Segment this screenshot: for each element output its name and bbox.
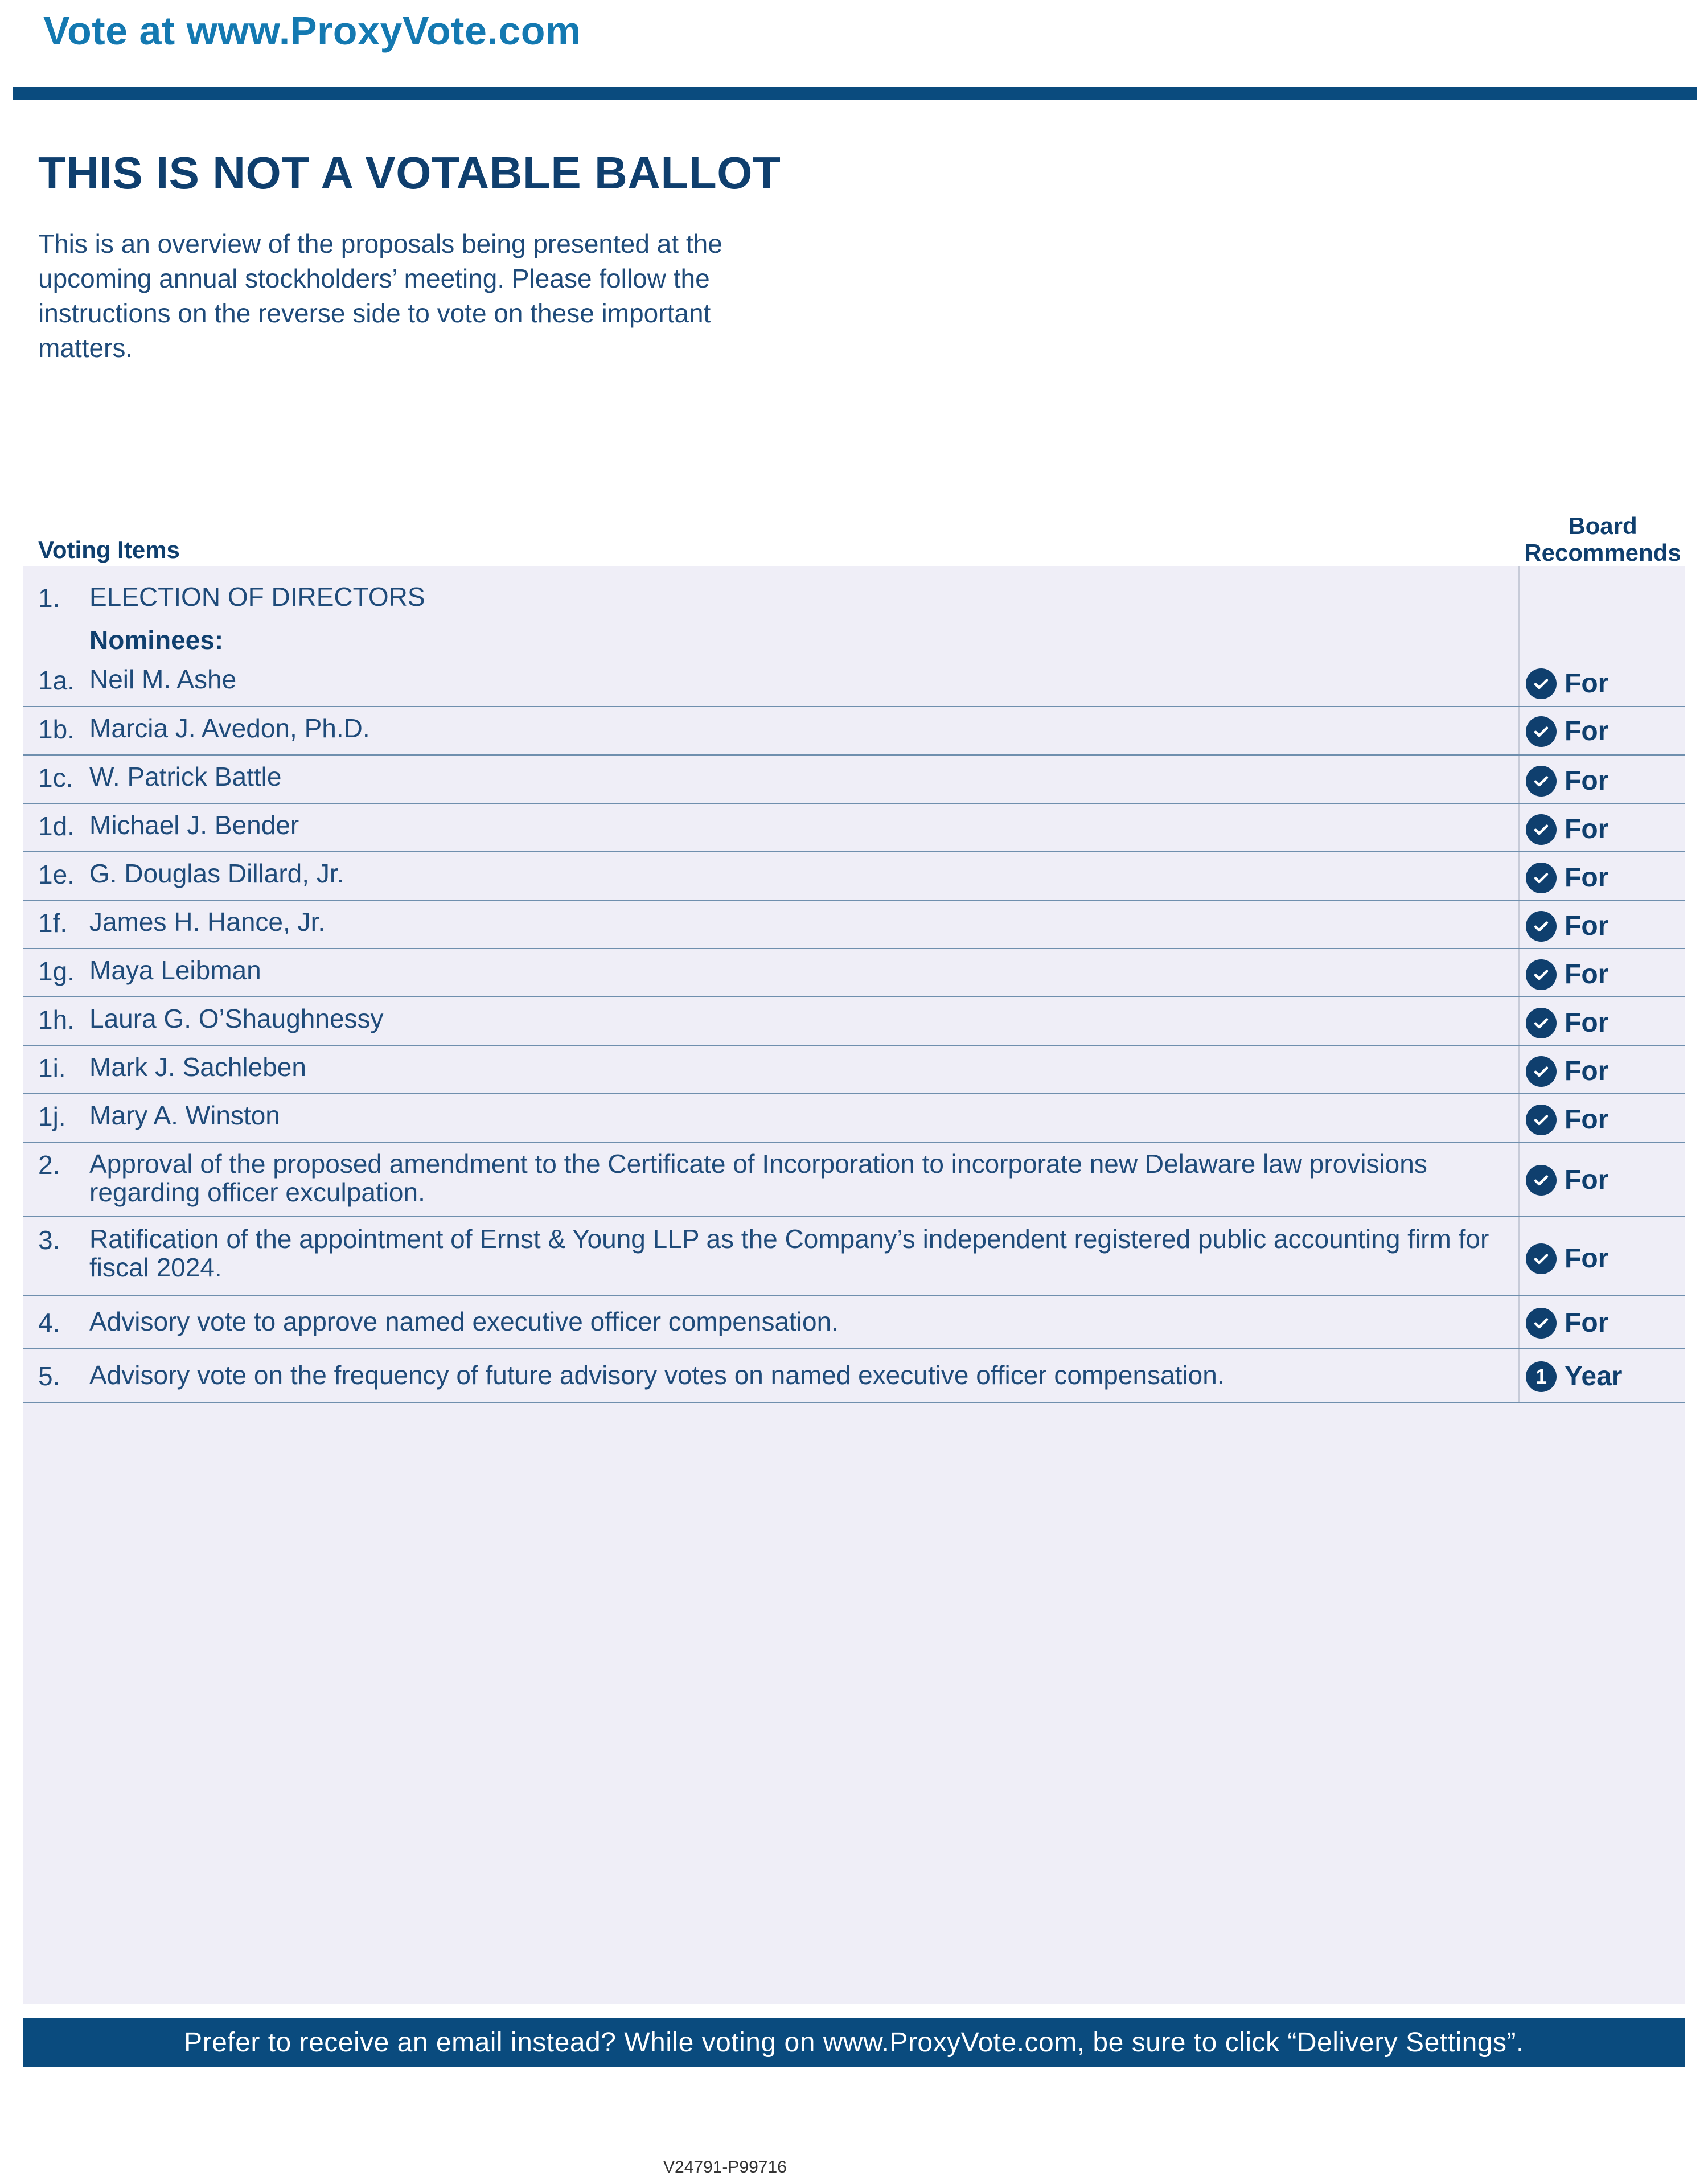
recommendation-label: For — [1565, 668, 1609, 699]
row-text: Advisory vote on the frequency of future advisory votes on named executive officer compensation. — [89, 1360, 1225, 1390]
check-circle-icon — [1526, 1008, 1557, 1038]
row-text: Approval of the proposed amendment to the Certificate of Incorporation to incorporate new Delaware law provisions regarding officer exculpation. — [89, 1149, 1427, 1207]
number-one-circle-icon — [1526, 1361, 1557, 1392]
section-label: ELECTION OF DIRECTORS — [89, 582, 425, 611]
intro-text: This is an overview of the proposals being presented at the upcoming annual stockholders’ meeting. Please follow the instructions on the reverse side to vote on these important matters. — [38, 229, 722, 363]
recommendation — [1526, 862, 1697, 893]
row-text: Advisory vote to approve named executive officer compensation. — [89, 1307, 839, 1336]
row-number: 3. — [38, 1225, 60, 1255]
recommendation — [1526, 910, 1697, 942]
row-number: 1f. — [38, 908, 68, 938]
row-number: 1b. — [38, 715, 75, 744]
check-circle-icon — [1526, 863, 1557, 893]
table-row — [23, 1046, 1685, 1094]
recommendation — [1526, 1307, 1697, 1339]
header-title: Vote at www.ProxyVote.com — [43, 9, 581, 53]
row-text: Maya Leibman — [89, 955, 261, 985]
recommendation-label: For — [1565, 814, 1609, 844]
table-row — [23, 707, 1685, 756]
row-text: Marcia J. Avedon, Ph.D. — [89, 713, 370, 743]
table-row — [23, 1217, 1685, 1296]
nominees-label: Nominees: — [89, 625, 224, 655]
table-row — [23, 1143, 1685, 1217]
check-circle-icon — [1526, 814, 1557, 845]
page-title: THIS IS NOT A VOTABLE BALLOT — [38, 147, 781, 198]
row-number: 1g. — [38, 956, 75, 986]
table-row — [23, 997, 1685, 1046]
table-row — [23, 804, 1685, 852]
recommendation-label: For — [1565, 1308, 1609, 1338]
recommendation — [1526, 1104, 1697, 1135]
row-number: 2. — [38, 1150, 60, 1180]
recommendation-label: For — [1565, 1105, 1609, 1135]
row-text: W. Patrick Battle — [89, 762, 282, 791]
recommendation-label: For — [1565, 1008, 1609, 1038]
recommendation-label: For — [1565, 911, 1609, 941]
check-circle-icon — [1526, 911, 1557, 942]
table-row — [23, 1296, 1685, 1349]
frequency-number: 1 — [1535, 1364, 1547, 1388]
section-number: 1. — [38, 583, 60, 613]
row-number: 1e. — [38, 860, 75, 889]
recommendation — [1526, 1164, 1697, 1196]
recommendation-label: For — [1565, 959, 1609, 990]
row-number: 4. — [38, 1308, 60, 1337]
row-text: Mary A. Winston — [89, 1101, 280, 1130]
recommendation — [1526, 814, 1697, 845]
row-number: 1c. — [38, 763, 73, 793]
row-number: 5. — [38, 1361, 60, 1391]
recommendation-label: Year — [1565, 1361, 1623, 1391]
delivery-settings-banner: Prefer to receive an email instead? While voting on www.ProxyVote.com, be sure to click “Delivery Settings”. — [23, 2018, 1685, 2067]
recommendation — [1526, 1056, 1697, 1087]
section-row-election — [23, 566, 1685, 707]
table-row — [23, 756, 1685, 804]
row-number: 1j. — [38, 1102, 66, 1131]
recommendation — [1526, 1007, 1697, 1038]
recommendation-label: For — [1565, 766, 1609, 796]
voting-items-header: Voting Items — [38, 536, 180, 563]
row-text: Laura G. O’Shaughnessy — [89, 1004, 384, 1033]
check-circle-icon — [1526, 1056, 1557, 1087]
row-text: Neil M. Ashe — [89, 664, 237, 694]
recommendation — [1526, 765, 1697, 797]
table-row — [23, 949, 1685, 997]
recommendation — [1526, 1361, 1697, 1392]
header-divider — [13, 87, 1697, 100]
row-text: Ratification of the appointment of Ernst & Young LLP as the Company’s independent registered public accounting firm for fiscal 2024. — [89, 1224, 1489, 1282]
table-row — [23, 1094, 1685, 1143]
recommendation — [1526, 716, 1697, 747]
row-number: 1a. — [38, 666, 75, 695]
recommendation-label: For — [1565, 716, 1609, 746]
row-text: Michael J. Bender — [89, 810, 299, 840]
recommendation-label: For — [1565, 1056, 1609, 1086]
row-text: G. Douglas Dillard, Jr. — [89, 859, 344, 888]
row-text: James H. Hance, Jr. — [89, 907, 326, 937]
recommendation — [1526, 1243, 1697, 1274]
check-circle-icon — [1526, 1243, 1557, 1274]
board-recommends-header: Board Recommends — [1524, 512, 1681, 566]
recommendation-label: For — [1565, 1243, 1609, 1274]
check-circle-icon — [1526, 766, 1557, 797]
row-text: Mark J. Sachleben — [89, 1052, 306, 1082]
recommendation — [1526, 668, 1697, 699]
check-circle-icon — [1526, 1105, 1557, 1135]
check-circle-icon — [1526, 959, 1557, 990]
check-circle-icon — [1526, 668, 1557, 699]
check-circle-icon — [1526, 1308, 1557, 1339]
job-code: V24791-P99716 — [663, 2158, 787, 2177]
recommendation-label: For — [1565, 863, 1609, 893]
check-circle-icon — [1526, 1165, 1557, 1196]
table-row — [23, 1349, 1685, 1403]
row-number: 1i. — [38, 1053, 66, 1083]
row-number: 1d. — [38, 811, 75, 841]
table-row — [23, 852, 1685, 901]
recommendation-label: For — [1565, 1165, 1609, 1195]
table-row — [23, 901, 1685, 949]
row-number: 1h. — [38, 1005, 75, 1034]
recommendation — [1526, 959, 1697, 990]
check-circle-icon — [1526, 716, 1557, 747]
